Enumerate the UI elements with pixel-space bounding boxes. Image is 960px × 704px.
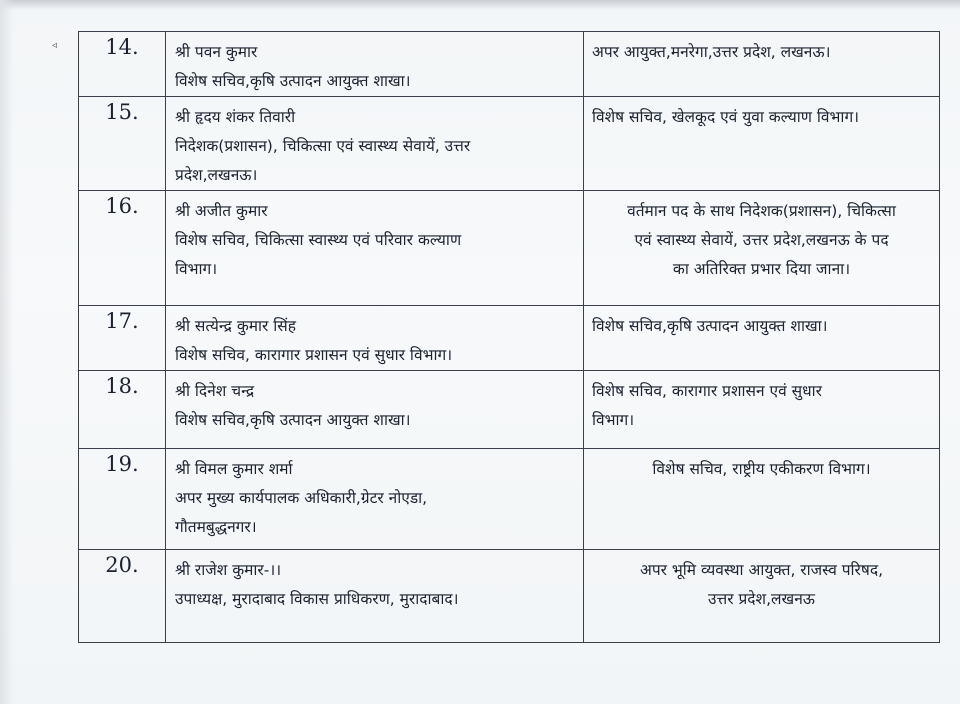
new-post — [584, 550, 940, 643]
new-post — [584, 191, 940, 306]
table-row — [79, 371, 940, 449]
officer-name: श्री विमल कुमार शर्मा — [175, 460, 293, 478]
serial-number: 19. — [79, 449, 166, 550]
new-post-line: का अतिरिक्त प्रभार दिया जाना। — [672, 260, 851, 278]
table-row — [79, 97, 940, 191]
officer-name: श्री राजेश कुमार-।। — [175, 561, 282, 579]
officer-current-post — [166, 306, 584, 371]
officer-name: श्री दिनेश चन्द्र — [175, 382, 255, 400]
new-post — [584, 449, 940, 550]
new-post-line: अपर आयुक्त,मनरेगा,उत्तर प्रदेश, लखनऊ। — [592, 43, 831, 61]
officer-current-post — [166, 371, 584, 449]
table-row — [79, 191, 940, 306]
officer-current-post — [166, 97, 584, 191]
current-post-line: विशेष सचिव,कृषि उत्पादन आयुक्त शाखा। — [175, 411, 411, 429]
current-post-line: विभाग। — [175, 260, 218, 278]
current-post-line: गौतमबुद्धनगर। — [175, 518, 257, 536]
table-row — [79, 449, 940, 550]
officer-name: श्री सत्येन्द्र कुमार सिंह — [175, 317, 297, 335]
table-row — [79, 550, 940, 643]
page-left-shadow — [0, 0, 14, 704]
current-post-line: उपाध्यक्ष, मुरादाबाद विकास प्राधिकरण, मुरादाबाद। — [175, 590, 459, 608]
table-row — [79, 306, 940, 371]
new-post-line: विशेष सचिव, राष्ट्रीय एकीकरण विभाग। — [652, 460, 871, 478]
serial-number: 17. — [79, 306, 166, 371]
new-post — [584, 97, 940, 191]
officer-name: श्री हृदय शंकर तिवारी — [175, 108, 296, 126]
transfer-table-body — [79, 32, 940, 643]
new-post-line: एवं स्वास्थ्य सेवायें, उत्तर प्रदेश,लखनऊ के पद — [634, 231, 889, 249]
serial-number: 14. — [79, 32, 166, 97]
current-post-line: प्रदेश,लखनऊ। — [175, 166, 258, 184]
new-post-line: विशेष सचिव,कृषि उत्पादन आयुक्त शाखा। — [592, 317, 828, 335]
current-post-line: अपर मुख्य कार्यपालक अधिकारी,ग्रेटर नोएडा, — [175, 489, 428, 507]
new-post-line: विभाग। — [592, 411, 635, 429]
new-post-line: अपर भूमि व्यवस्था आयुक्त, राजस्व परिषद, — [639, 561, 884, 579]
page-edge-shadow — [0, 0, 960, 10]
new-post — [584, 371, 940, 449]
new-post-line: विशेष सचिव, खेलकूद एवं युवा कल्याण विभाग। — [592, 108, 860, 126]
current-post-line: विशेष सचिव, कारागार प्रशासन एवं सुधार विभाग। — [175, 346, 453, 364]
serial-number: 16. — [79, 191, 166, 306]
new-post-line: विशेष सचिव, कारागार प्रशासन एवं सुधार — [592, 382, 823, 400]
officer-current-post — [166, 191, 584, 306]
new-post-line: वर्तमान पद के साथ निदेशक(प्रशासन), चिकित्सा — [627, 202, 896, 220]
officer-current-post — [166, 32, 584, 97]
new-post — [584, 306, 940, 371]
margin-mark: ◃ — [52, 40, 58, 51]
officer-name: श्री पवन कुमार — [175, 43, 258, 61]
current-post-line: निदेशक(प्रशासन), चिकित्सा एवं स्वास्थ्य सेवायें, उत्तर — [175, 137, 471, 155]
officer-name: श्री अजीत कुमार — [175, 202, 268, 220]
officer-current-post — [166, 550, 584, 643]
current-post-line: विशेष सचिव, चिकित्सा स्वास्थ्य एवं परिवार कल्याण — [175, 231, 462, 249]
serial-number: 20. — [79, 550, 166, 643]
transfer-table — [78, 31, 940, 643]
officer-current-post — [166, 449, 584, 550]
table-row — [79, 32, 940, 97]
current-post-line: विशेष सचिव,कृषि उत्पादन आयुक्त शाखा। — [175, 72, 411, 90]
serial-number: 15. — [79, 97, 166, 191]
serial-number: 18. — [79, 371, 166, 449]
new-post — [584, 32, 940, 97]
new-post-line: उत्तर प्रदेश,लखनऊ — [708, 590, 815, 608]
